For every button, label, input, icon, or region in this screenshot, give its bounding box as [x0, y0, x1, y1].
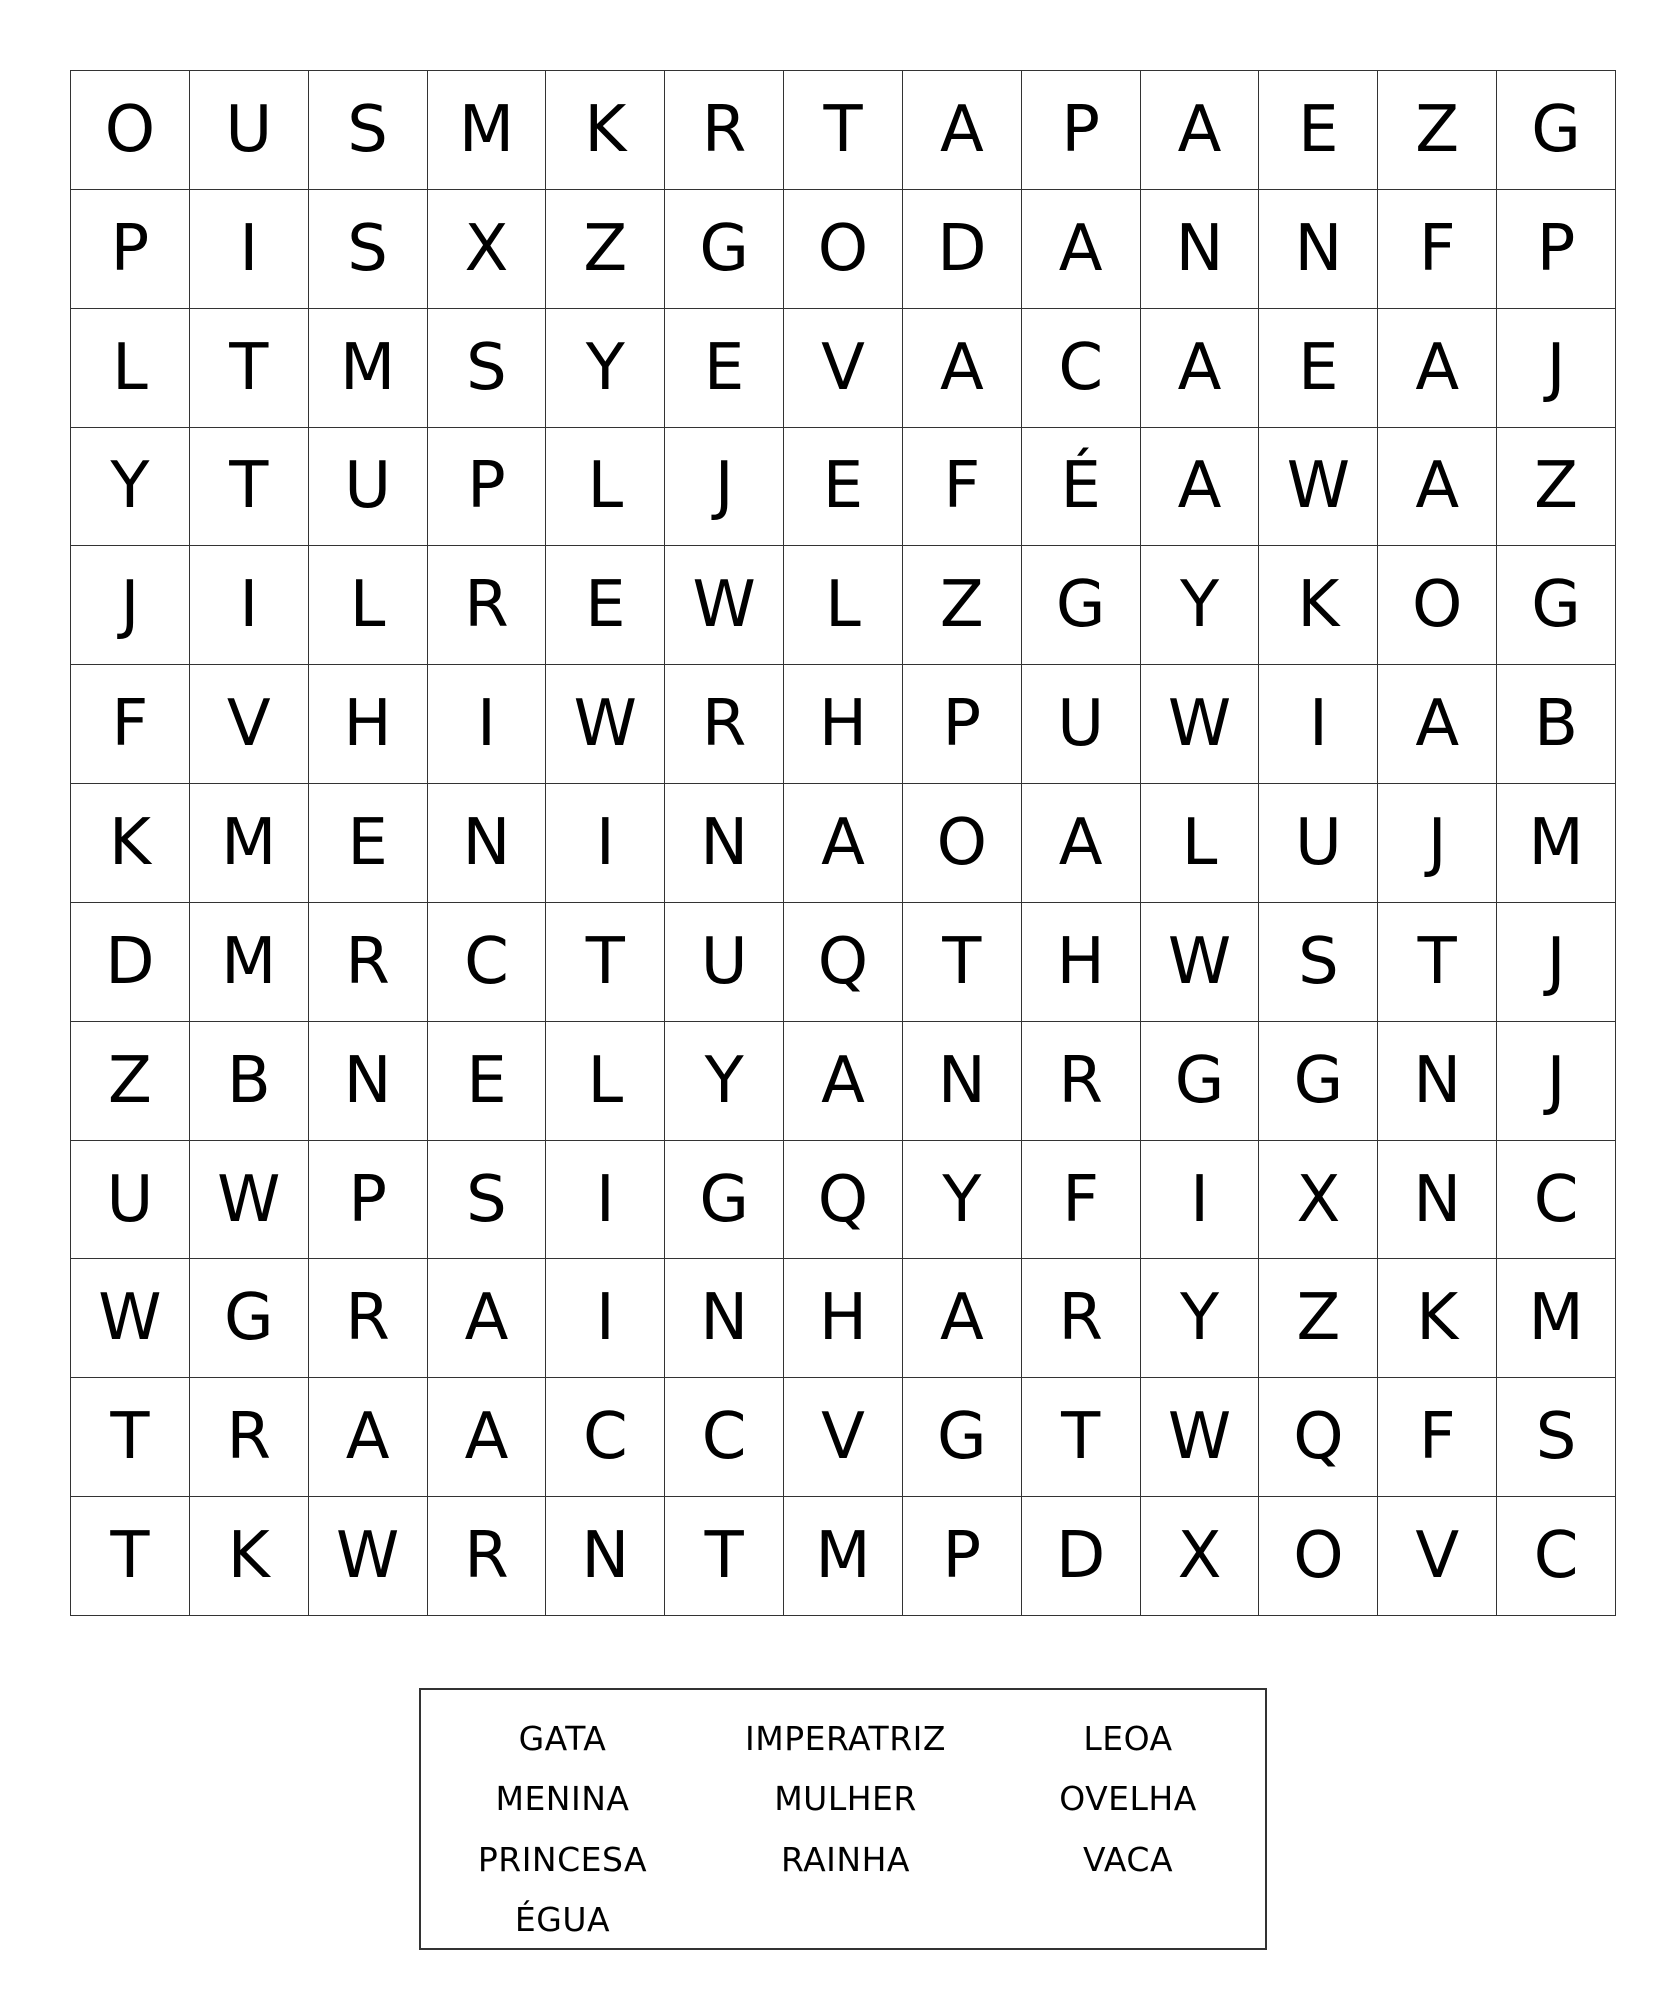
grid-cell[interactable]: X: [428, 190, 547, 309]
grid-cell[interactable]: B: [190, 1022, 309, 1141]
grid-cell[interactable]: G: [903, 1378, 1022, 1497]
grid-cell[interactable]: K: [190, 1497, 309, 1616]
grid-cell[interactable]: V: [784, 309, 903, 428]
grid-cell[interactable]: Q: [784, 1141, 903, 1260]
grid-cell[interactable]: U: [1259, 784, 1378, 903]
grid-cell[interactable]: P: [903, 1497, 1022, 1616]
grid-cell[interactable]: W: [309, 1497, 428, 1616]
grid-cell[interactable]: T: [546, 903, 665, 1022]
grid-cell[interactable]: P: [309, 1141, 428, 1260]
grid-cell[interactable]: F: [1378, 1378, 1497, 1497]
grid-cell[interactable]: A: [1141, 71, 1260, 190]
grid-cell[interactable]: E: [1259, 71, 1378, 190]
grid-cell[interactable]: P: [71, 190, 190, 309]
grid-cell[interactable]: E: [784, 428, 903, 547]
grid-cell[interactable]: R: [309, 1259, 428, 1378]
grid-cell[interactable]: E: [428, 1022, 547, 1141]
grid-cell[interactable]: W: [1141, 665, 1260, 784]
grid-cell[interactable]: L: [71, 309, 190, 428]
grid-cell[interactable]: A: [903, 71, 1022, 190]
grid-cell[interactable]: Y: [903, 1141, 1022, 1260]
grid-cell[interactable]: N: [1378, 1141, 1497, 1260]
grid-cell[interactable]: W: [190, 1141, 309, 1260]
grid-cell[interactable]: V: [784, 1378, 903, 1497]
grid-cell[interactable]: Q: [1259, 1378, 1378, 1497]
grid-cell[interactable]: F: [1378, 190, 1497, 309]
grid-cell[interactable]: G: [1259, 1022, 1378, 1141]
grid-cell[interactable]: F: [71, 665, 190, 784]
grid-cell[interactable]: D: [1022, 1497, 1141, 1616]
grid-cell[interactable]: I: [190, 546, 309, 665]
word-list-box: [419, 1688, 1267, 1950]
grid-cell[interactable]: A: [784, 784, 903, 903]
grid-cell[interactable]: A: [1022, 784, 1141, 903]
grid-cell[interactable]: K: [71, 784, 190, 903]
grid-cell[interactable]: N: [1378, 1022, 1497, 1141]
grid-cell[interactable]: Y: [546, 309, 665, 428]
grid-cell[interactable]: A: [1022, 190, 1141, 309]
grid-cell[interactable]: P: [1022, 71, 1141, 190]
grid-cell[interactable]: Y: [665, 1022, 784, 1141]
grid-cell[interactable]: X: [1259, 1141, 1378, 1260]
grid-cell[interactable]: C: [428, 903, 547, 1022]
grid-cell[interactable]: N: [665, 784, 784, 903]
grid-cell[interactable]: M: [784, 1497, 903, 1616]
grid-cell[interactable]: D: [71, 903, 190, 1022]
grid-cell[interactable]: R: [1022, 1022, 1141, 1141]
grid-cell[interactable]: I: [546, 784, 665, 903]
grid-cell[interactable]: S: [309, 71, 428, 190]
grid-cell[interactable]: Z: [71, 1022, 190, 1141]
grid-cell[interactable]: K: [1259, 546, 1378, 665]
grid-cell[interactable]: A: [1378, 428, 1497, 547]
grid-cell[interactable]: É: [1022, 428, 1141, 547]
grid-cell[interactable]: U: [1022, 665, 1141, 784]
grid-cell[interactable]: N: [665, 1259, 784, 1378]
grid-cell[interactable]: J: [1497, 903, 1616, 1022]
grid-cell[interactable]: E: [665, 309, 784, 428]
grid-cell[interactable]: I: [546, 1259, 665, 1378]
grid-cell[interactable]: P: [428, 428, 547, 547]
grid-cell[interactable]: Z: [546, 190, 665, 309]
grid-cell[interactable]: I: [1259, 665, 1378, 784]
grid-cell[interactable]: I: [1141, 1141, 1260, 1260]
grid-cell[interactable]: H: [784, 665, 903, 784]
grid-cell[interactable]: N: [428, 784, 547, 903]
grid-cell[interactable]: R: [428, 1497, 547, 1616]
grid-cell[interactable]: P: [1497, 190, 1616, 309]
grid-cell[interactable]: C: [1497, 1141, 1616, 1260]
grid-cell[interactable]: J: [1378, 784, 1497, 903]
grid-cell[interactable]: O: [1378, 546, 1497, 665]
grid-cell[interactable]: S: [1497, 1378, 1616, 1497]
grid-cell[interactable]: U: [665, 903, 784, 1022]
grid-cell[interactable]: Z: [903, 546, 1022, 665]
grid-cell[interactable]: C: [1022, 309, 1141, 428]
grid-cell[interactable]: A: [428, 1259, 547, 1378]
grid-cell[interactable]: K: [1378, 1259, 1497, 1378]
grid-cell[interactable]: H: [309, 665, 428, 784]
grid-cell[interactable]: G: [190, 1259, 309, 1378]
grid-cell[interactable]: M: [428, 71, 547, 190]
grid-cell[interactable]: L: [784, 546, 903, 665]
grid-cell[interactable]: E: [309, 784, 428, 903]
word-list-item: PRINCESA: [477, 1839, 648, 1879]
grid-cell[interactable]: H: [784, 1259, 903, 1378]
grid-cell[interactable]: K: [546, 71, 665, 190]
grid-cell[interactable]: H: [1022, 903, 1141, 1022]
grid-cell[interactable]: G: [1022, 546, 1141, 665]
grid-cell[interactable]: L: [1141, 784, 1260, 903]
word-list-item: MULHER: [774, 1779, 917, 1819]
grid-cell[interactable]: R: [665, 665, 784, 784]
word-list: [421, 1708, 1265, 1950]
grid-cell[interactable]: Y: [1141, 546, 1260, 665]
grid-cell[interactable]: A: [1141, 428, 1260, 547]
grid-cell[interactable]: C: [1497, 1497, 1616, 1616]
grid-cell[interactable]: M: [1497, 784, 1616, 903]
grid-cell[interactable]: C: [665, 1378, 784, 1497]
word-list-item: VACA: [1082, 1839, 1174, 1879]
grid-cell[interactable]: A: [309, 1378, 428, 1497]
grid-cell[interactable]: Y: [71, 428, 190, 547]
grid-cell[interactable]: A: [1378, 309, 1497, 428]
grid-cell[interactable]: R: [309, 903, 428, 1022]
word-search-grid: [70, 70, 1616, 1616]
word-list-item: RAINHA: [781, 1839, 910, 1879]
grid-cell[interactable]: N: [546, 1497, 665, 1616]
grid-cell[interactable]: J: [665, 428, 784, 547]
grid-cell[interactable]: N: [1141, 190, 1260, 309]
grid-cell[interactable]: J: [1497, 1022, 1616, 1141]
grid-cell[interactable]: O: [1259, 1497, 1378, 1616]
grid-cell[interactable]: T: [71, 1497, 190, 1616]
grid-cell[interactable]: I: [546, 1141, 665, 1260]
word-list-item: MENINA: [495, 1779, 630, 1819]
grid-cell[interactable]: L: [546, 428, 665, 547]
word-list-item: IMPERATRIZ: [745, 1718, 946, 1758]
grid-cell[interactable]: N: [309, 1022, 428, 1141]
grid-cell[interactable]: B: [1497, 665, 1616, 784]
grid-cell[interactable]: N: [903, 1022, 1022, 1141]
grid-cell[interactable]: G: [1497, 71, 1616, 190]
grid-cell[interactable]: V: [1378, 1497, 1497, 1616]
grid-cell[interactable]: C: [546, 1378, 665, 1497]
grid-cell[interactable]: W: [665, 546, 784, 665]
grid-cell[interactable]: T: [784, 71, 903, 190]
grid-cell[interactable]: E: [1259, 309, 1378, 428]
word-list-item: GATA: [518, 1718, 607, 1758]
grid-cell[interactable]: A: [1378, 665, 1497, 784]
grid-cell[interactable]: G: [665, 1141, 784, 1260]
word-list-item: ÉGUA: [514, 1900, 611, 1940]
grid-cell[interactable]: A: [1141, 309, 1260, 428]
grid-cell[interactable]: V: [190, 665, 309, 784]
grid-cell[interactable]: S: [309, 190, 428, 309]
grid-cell[interactable]: Z: [1259, 1259, 1378, 1378]
grid-cell[interactable]: G: [665, 190, 784, 309]
grid-cell[interactable]: T: [1022, 1378, 1141, 1497]
grid-cell[interactable]: R: [190, 1378, 309, 1497]
grid-cell[interactable]: W: [1141, 903, 1260, 1022]
grid-cell[interactable]: U: [309, 428, 428, 547]
grid-cell[interactable]: J: [1497, 309, 1616, 428]
grid-cell[interactable]: W: [1141, 1378, 1260, 1497]
grid-cell[interactable]: F: [903, 428, 1022, 547]
grid-cell[interactable]: M: [1497, 1259, 1616, 1378]
grid-cell[interactable]: O: [903, 784, 1022, 903]
grid-cell[interactable]: M: [190, 903, 309, 1022]
grid-cell[interactable]: Z: [1497, 428, 1616, 547]
grid-cell[interactable]: T: [190, 309, 309, 428]
grid-cell[interactable]: U: [71, 1141, 190, 1260]
grid-cell[interactable]: I: [428, 665, 547, 784]
grid-cell[interactable]: A: [903, 1259, 1022, 1378]
grid-cell[interactable]: I: [190, 190, 309, 309]
grid-cell[interactable]: T: [190, 428, 309, 547]
grid-cell[interactable]: F: [1022, 1141, 1141, 1260]
word-list-item: OVELHA: [1059, 1779, 1197, 1819]
grid-cell[interactable]: R: [1022, 1259, 1141, 1378]
grid-cell[interactable]: M: [190, 784, 309, 903]
grid-cell[interactable]: R: [428, 546, 547, 665]
grid-cell[interactable]: P: [903, 665, 1022, 784]
grid-cell[interactable]: S: [428, 309, 547, 428]
grid-cell[interactable]: X: [1141, 1497, 1260, 1616]
grid-cell[interactable]: J: [71, 546, 190, 665]
grid-cell[interactable]: O: [71, 71, 190, 190]
grid-cell[interactable]: L: [546, 1022, 665, 1141]
grid-cell[interactable]: A: [428, 1378, 547, 1497]
grid-cell[interactable]: M: [309, 309, 428, 428]
grid-cell[interactable]: W: [546, 665, 665, 784]
grid-cell[interactable]: T: [665, 1497, 784, 1616]
grid-cell[interactable]: Y: [1141, 1259, 1260, 1378]
grid-cell[interactable]: R: [665, 71, 784, 190]
grid-cell[interactable]: G: [1497, 546, 1616, 665]
grid-cell[interactable]: Q: [784, 903, 903, 1022]
grid-cell[interactable]: O: [784, 190, 903, 309]
grid-cell[interactable]: U: [190, 71, 309, 190]
grid-cell[interactable]: A: [784, 1022, 903, 1141]
grid-cell[interactable]: G: [1141, 1022, 1260, 1141]
grid-cell[interactable]: T: [71, 1378, 190, 1497]
grid-cell[interactable]: L: [309, 546, 428, 665]
grid-cell[interactable]: S: [428, 1141, 547, 1260]
word-list-item: LEOA: [1083, 1718, 1173, 1758]
grid-cell[interactable]: W: [71, 1259, 190, 1378]
grid-cell[interactable]: A: [903, 309, 1022, 428]
grid-cell[interactable]: D: [903, 190, 1022, 309]
grid-cell[interactable]: E: [546, 546, 665, 665]
grid-cell[interactable]: N: [1259, 190, 1378, 309]
grid-cell[interactable]: T: [1378, 903, 1497, 1022]
grid-cell[interactable]: T: [903, 903, 1022, 1022]
grid-cell[interactable]: Z: [1378, 71, 1497, 190]
grid-cell[interactable]: S: [1259, 903, 1378, 1022]
grid-cell[interactable]: W: [1259, 428, 1378, 547]
